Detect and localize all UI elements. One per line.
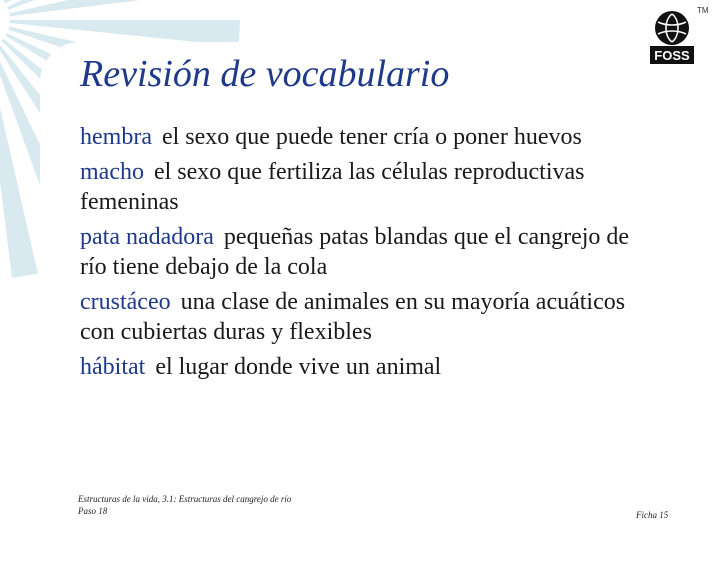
vocab-term: hábitat (80, 354, 146, 380)
vocabulary-list (80, 122, 640, 387)
footer-step: Paso 18 (78, 506, 108, 516)
trademark-mark: TM (697, 6, 709, 15)
vocab-term: crustáceo (80, 289, 171, 315)
vocab-term: macho (80, 159, 144, 185)
foss-logo-icon (642, 6, 702, 68)
vocab-item-macho (80, 157, 640, 217)
footer-source-title: Estructuras de la vida, 3.1: Estructuras del cangrejo de río (78, 494, 292, 504)
vocab-term: hembra (80, 124, 152, 150)
vocab-definition: una clase de animales en su mayoría acuáticos con cubiertas duras y flexibles (80, 289, 626, 345)
vocab-item-pata-nadadora (80, 222, 640, 282)
page-title: Revisión de vocabulario (80, 53, 450, 95)
footer-page-number: Ficha 15 (636, 510, 669, 520)
vocab-item-crustaceo (80, 287, 640, 347)
vocab-definition: el sexo que fertiliza las células reproductivas femeninas (80, 159, 585, 215)
vocab-definition: el lugar donde vive un animal (155, 354, 442, 380)
vocab-term: pata nadadora (80, 224, 214, 250)
vocab-item-habitat (80, 352, 640, 382)
vocab-definition: pequeñas patas blandas que el cangrejo de río tiene debajo de la cola (80, 224, 630, 280)
footer-source (78, 493, 291, 517)
logo-text: FOSS (654, 48, 690, 63)
vocab-item-hembra (80, 122, 640, 152)
vocab-definition: el sexo que puede tener cría o poner huevos (161, 124, 582, 150)
